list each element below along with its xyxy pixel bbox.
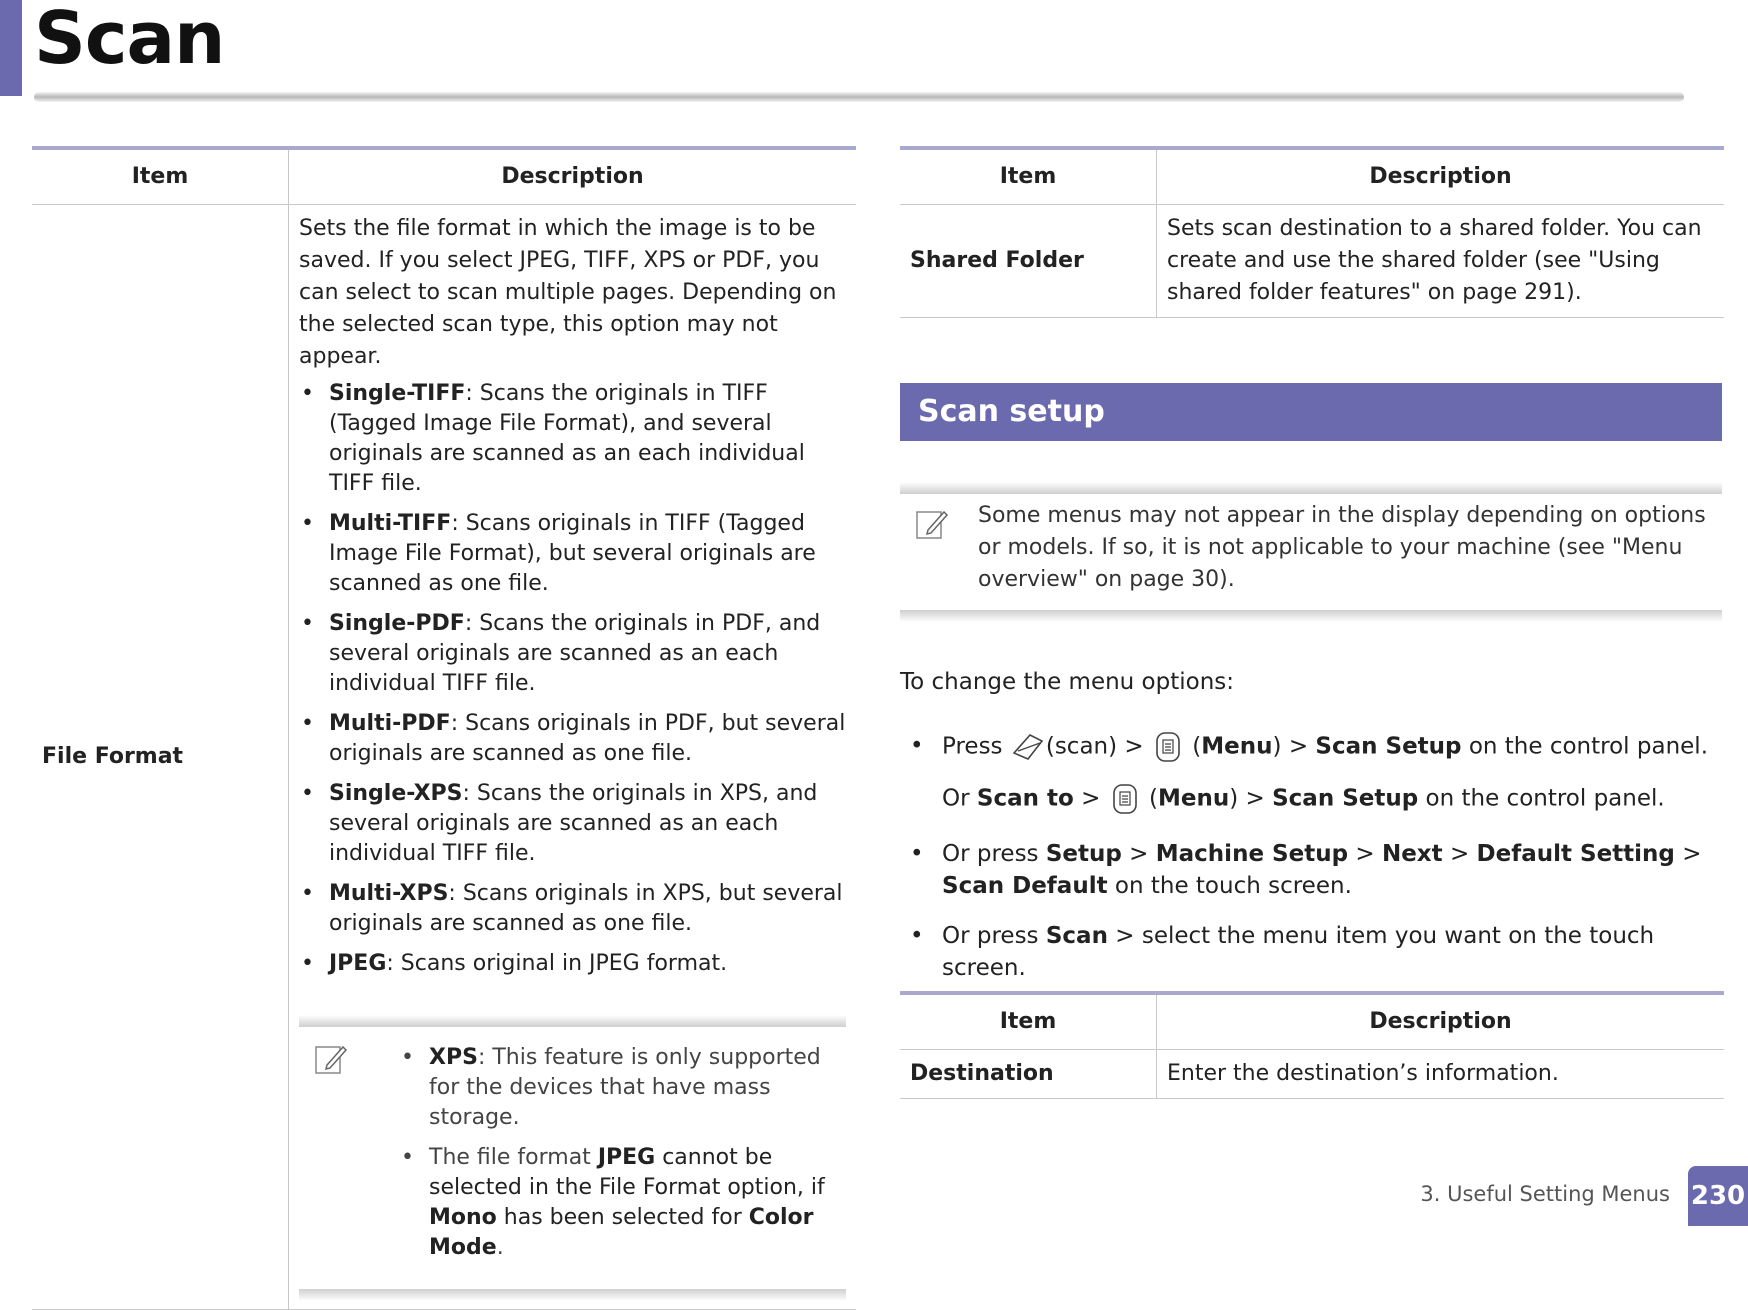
destination-table: [900, 991, 1724, 1099]
footer-chapter: 3. Useful Setting Menus: [1420, 1182, 1670, 1206]
note-top-rule: [900, 482, 1722, 494]
note-pencil-icon: [313, 1041, 349, 1077]
note-pencil-icon: [914, 506, 950, 542]
description-cell: Sets scan destination to a shared folder. You can create and use the shared folder (see "Using shared folder features" on page 291).: [1157, 205, 1725, 318]
item-cell: File Format: [32, 205, 289, 1310]
note-box: [299, 1015, 846, 1301]
list-item: • Multi-PDF: Scans originals in PDF, but several originals are scanned as one file.: [299, 709, 846, 769]
page-title: Scan: [34, 0, 225, 80]
list-item: • JPEG: Scans original in JPEG format.: [299, 949, 846, 979]
note-bottom-rule: [900, 610, 1722, 622]
file-format-table: [32, 146, 856, 1310]
list-item: • The file format JPEG cannot be selected in the File Format option, if Mono has been selected for Color Mode.: [399, 1143, 846, 1263]
column-header-item: Item: [32, 148, 289, 205]
description-cell: [289, 205, 857, 1310]
note-bottom-rule: [299, 1289, 846, 1301]
item-cell: Destination: [900, 1050, 1157, 1099]
header-accent-bar: [0, 0, 22, 96]
column-header-description: Description: [289, 148, 857, 205]
instruction-step: • Or press Setup > Machine Setup > Next > Default Setting > Scan Default on the touch screen.: [910, 841, 1702, 899]
list-item: • Multi-XPS: Scans originals in XPS, but several originals are scanned as one file.: [299, 879, 846, 939]
note-text: Some menus may not appear in the display depending on options or models. If so, it is not applicable to your machine (see "Menu overview" on page 30).: [978, 503, 1706, 592]
table-row: [900, 205, 1724, 318]
item-cell: Shared Folder: [900, 205, 1157, 318]
column-header-item: Item: [900, 993, 1157, 1050]
scan-icon: [1010, 731, 1046, 763]
column-header-item: Item: [900, 148, 1157, 205]
scan-setup-note: [900, 482, 1722, 622]
instruction-step: • Or press Scan > select the menu item you want on the touch screen.: [910, 923, 1655, 981]
list-item: • Single-XPS: Scans the originals in XPS, and several originals are scanned as an each individual TIFF file.: [299, 779, 846, 869]
shared-folder-table: [900, 146, 1724, 318]
column-header-description: Description: [1157, 148, 1725, 205]
list-item: • XPS: This feature is only supported for the devices that have mass storage.: [399, 1043, 846, 1133]
note-top-rule: [299, 1015, 846, 1027]
list-item: • Single-TIFF: Scans the originals in TIFF (Tagged Image File Format), and several originals are scanned as an each individual TIFF file.: [299, 379, 846, 499]
list-item: • Single-PDF: Scans the originals in PDF, and several originals are scanned as an each individual TIFF file.: [299, 609, 846, 699]
format-list: [299, 379, 846, 979]
table-row: [32, 205, 856, 1310]
section-heading-scan-setup: Scan setup: [900, 383, 1722, 441]
description-cell: Enter the destination’s information.: [1157, 1050, 1725, 1099]
column-header-description: Description: [1157, 993, 1725, 1050]
table-row: [900, 1050, 1724, 1099]
list-item: • Multi-TIFF: Scans originals in TIFF (Tagged Image File Format), but several originals are scanned as one file.: [299, 509, 846, 599]
instructions-intro: To change the menu options:: [900, 669, 1235, 695]
instruction-step: • Press (scan) > (Menu) > Scan Setup on the control panel. Or Scan to > (Menu) > Scan Setup on the control panel.: [910, 730, 1722, 816]
page-number: 230: [1688, 1166, 1748, 1226]
menu-icon: [1151, 730, 1185, 764]
description-intro: Sets the file format in which the image is to be saved. If you select JPEG, TIFF, XPS or PDF, you can select to scan multiple pages. Depending on the selected scan type, this option may not appear.: [299, 216, 837, 369]
menu-icon: [1108, 782, 1142, 816]
note-list: [399, 1043, 846, 1263]
title-divider: [34, 92, 1684, 102]
